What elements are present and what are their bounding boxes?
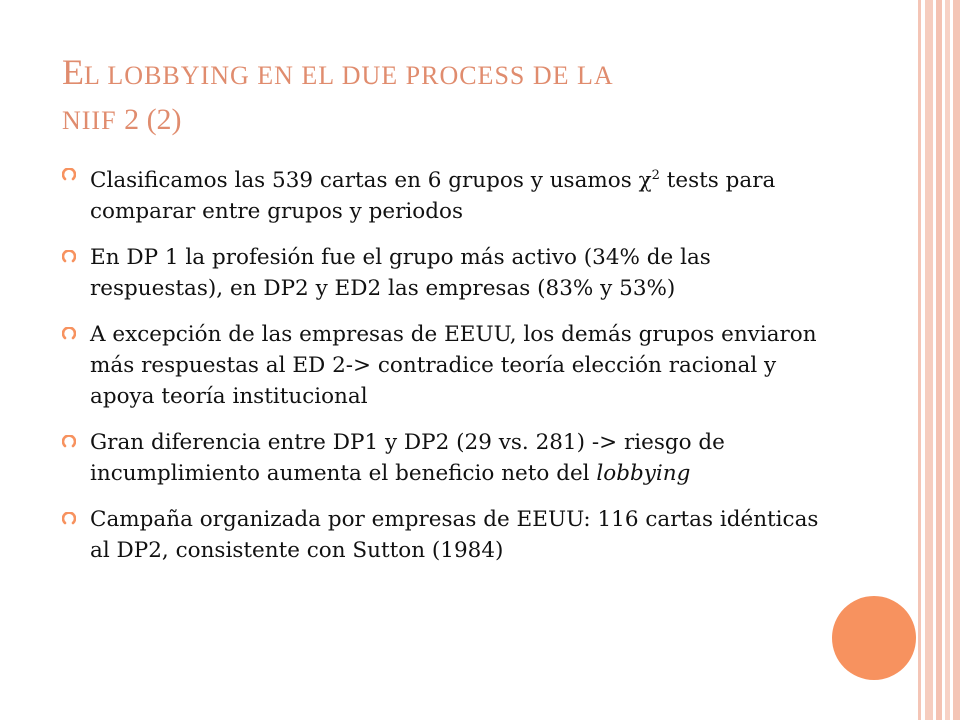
bullet-list bbox=[62, 160, 842, 581]
list-item bbox=[62, 242, 842, 304]
italic-term: lobbying bbox=[596, 461, 691, 487]
title-text-3: 2 (2) bbox=[116, 103, 182, 136]
list-item bbox=[62, 427, 842, 489]
bullet-text: En DP 1 la profesión fue el grupo más activo (34% de las respuestas), en DP2 y ED2 las empresas (83% y 53%) bbox=[90, 245, 711, 302]
title-line-2 bbox=[62, 100, 862, 145]
bullet-text: Campaña organizada por empresas de EEUU: 116 cartas idénticas al DP2, consistente con Sutton (1984) bbox=[90, 507, 819, 564]
arc-bullet-icon bbox=[62, 435, 76, 449]
decorative-stripe bbox=[925, 0, 933, 720]
bullet-text: Gran diferencia entre DP1 y DP2 (29 vs. 281) -> riesgo de incumplimiento aumenta el beneficio neto del lobbying bbox=[90, 430, 725, 487]
list-item bbox=[62, 160, 842, 227]
title-text-2: NIIF bbox=[62, 106, 117, 135]
decorative-stripe bbox=[936, 0, 942, 720]
title-text-1: L LOBBYING EN EL DUE PROCESS DE LA bbox=[84, 61, 614, 90]
slide-title bbox=[62, 52, 862, 145]
arc-bullet-icon bbox=[62, 512, 76, 526]
title-initial: E bbox=[62, 52, 84, 92]
decorative-stripe bbox=[945, 0, 950, 720]
decorative-stripe bbox=[918, 0, 921, 720]
title-line-1 bbox=[62, 52, 862, 100]
arc-bullet-icon bbox=[62, 327, 76, 341]
list-item bbox=[62, 504, 842, 566]
decorative-circle bbox=[832, 596, 916, 680]
list-item bbox=[62, 319, 842, 412]
arc-bullet-icon bbox=[62, 250, 76, 264]
arc-bullet-icon bbox=[62, 168, 76, 182]
bullet-text: A excepción de las empresas de EEUU, los demás grupos enviaron más respuestas al ED 2-> contradice teoría elección racional y apoya teoría institucional bbox=[90, 322, 817, 410]
bullet-text: Clasificamos las 539 cartas en 6 grupos y usamos $\chi^2$ tests para comparar entre grupos y periodos bbox=[90, 168, 776, 225]
decorative-stripe bbox=[953, 0, 960, 720]
